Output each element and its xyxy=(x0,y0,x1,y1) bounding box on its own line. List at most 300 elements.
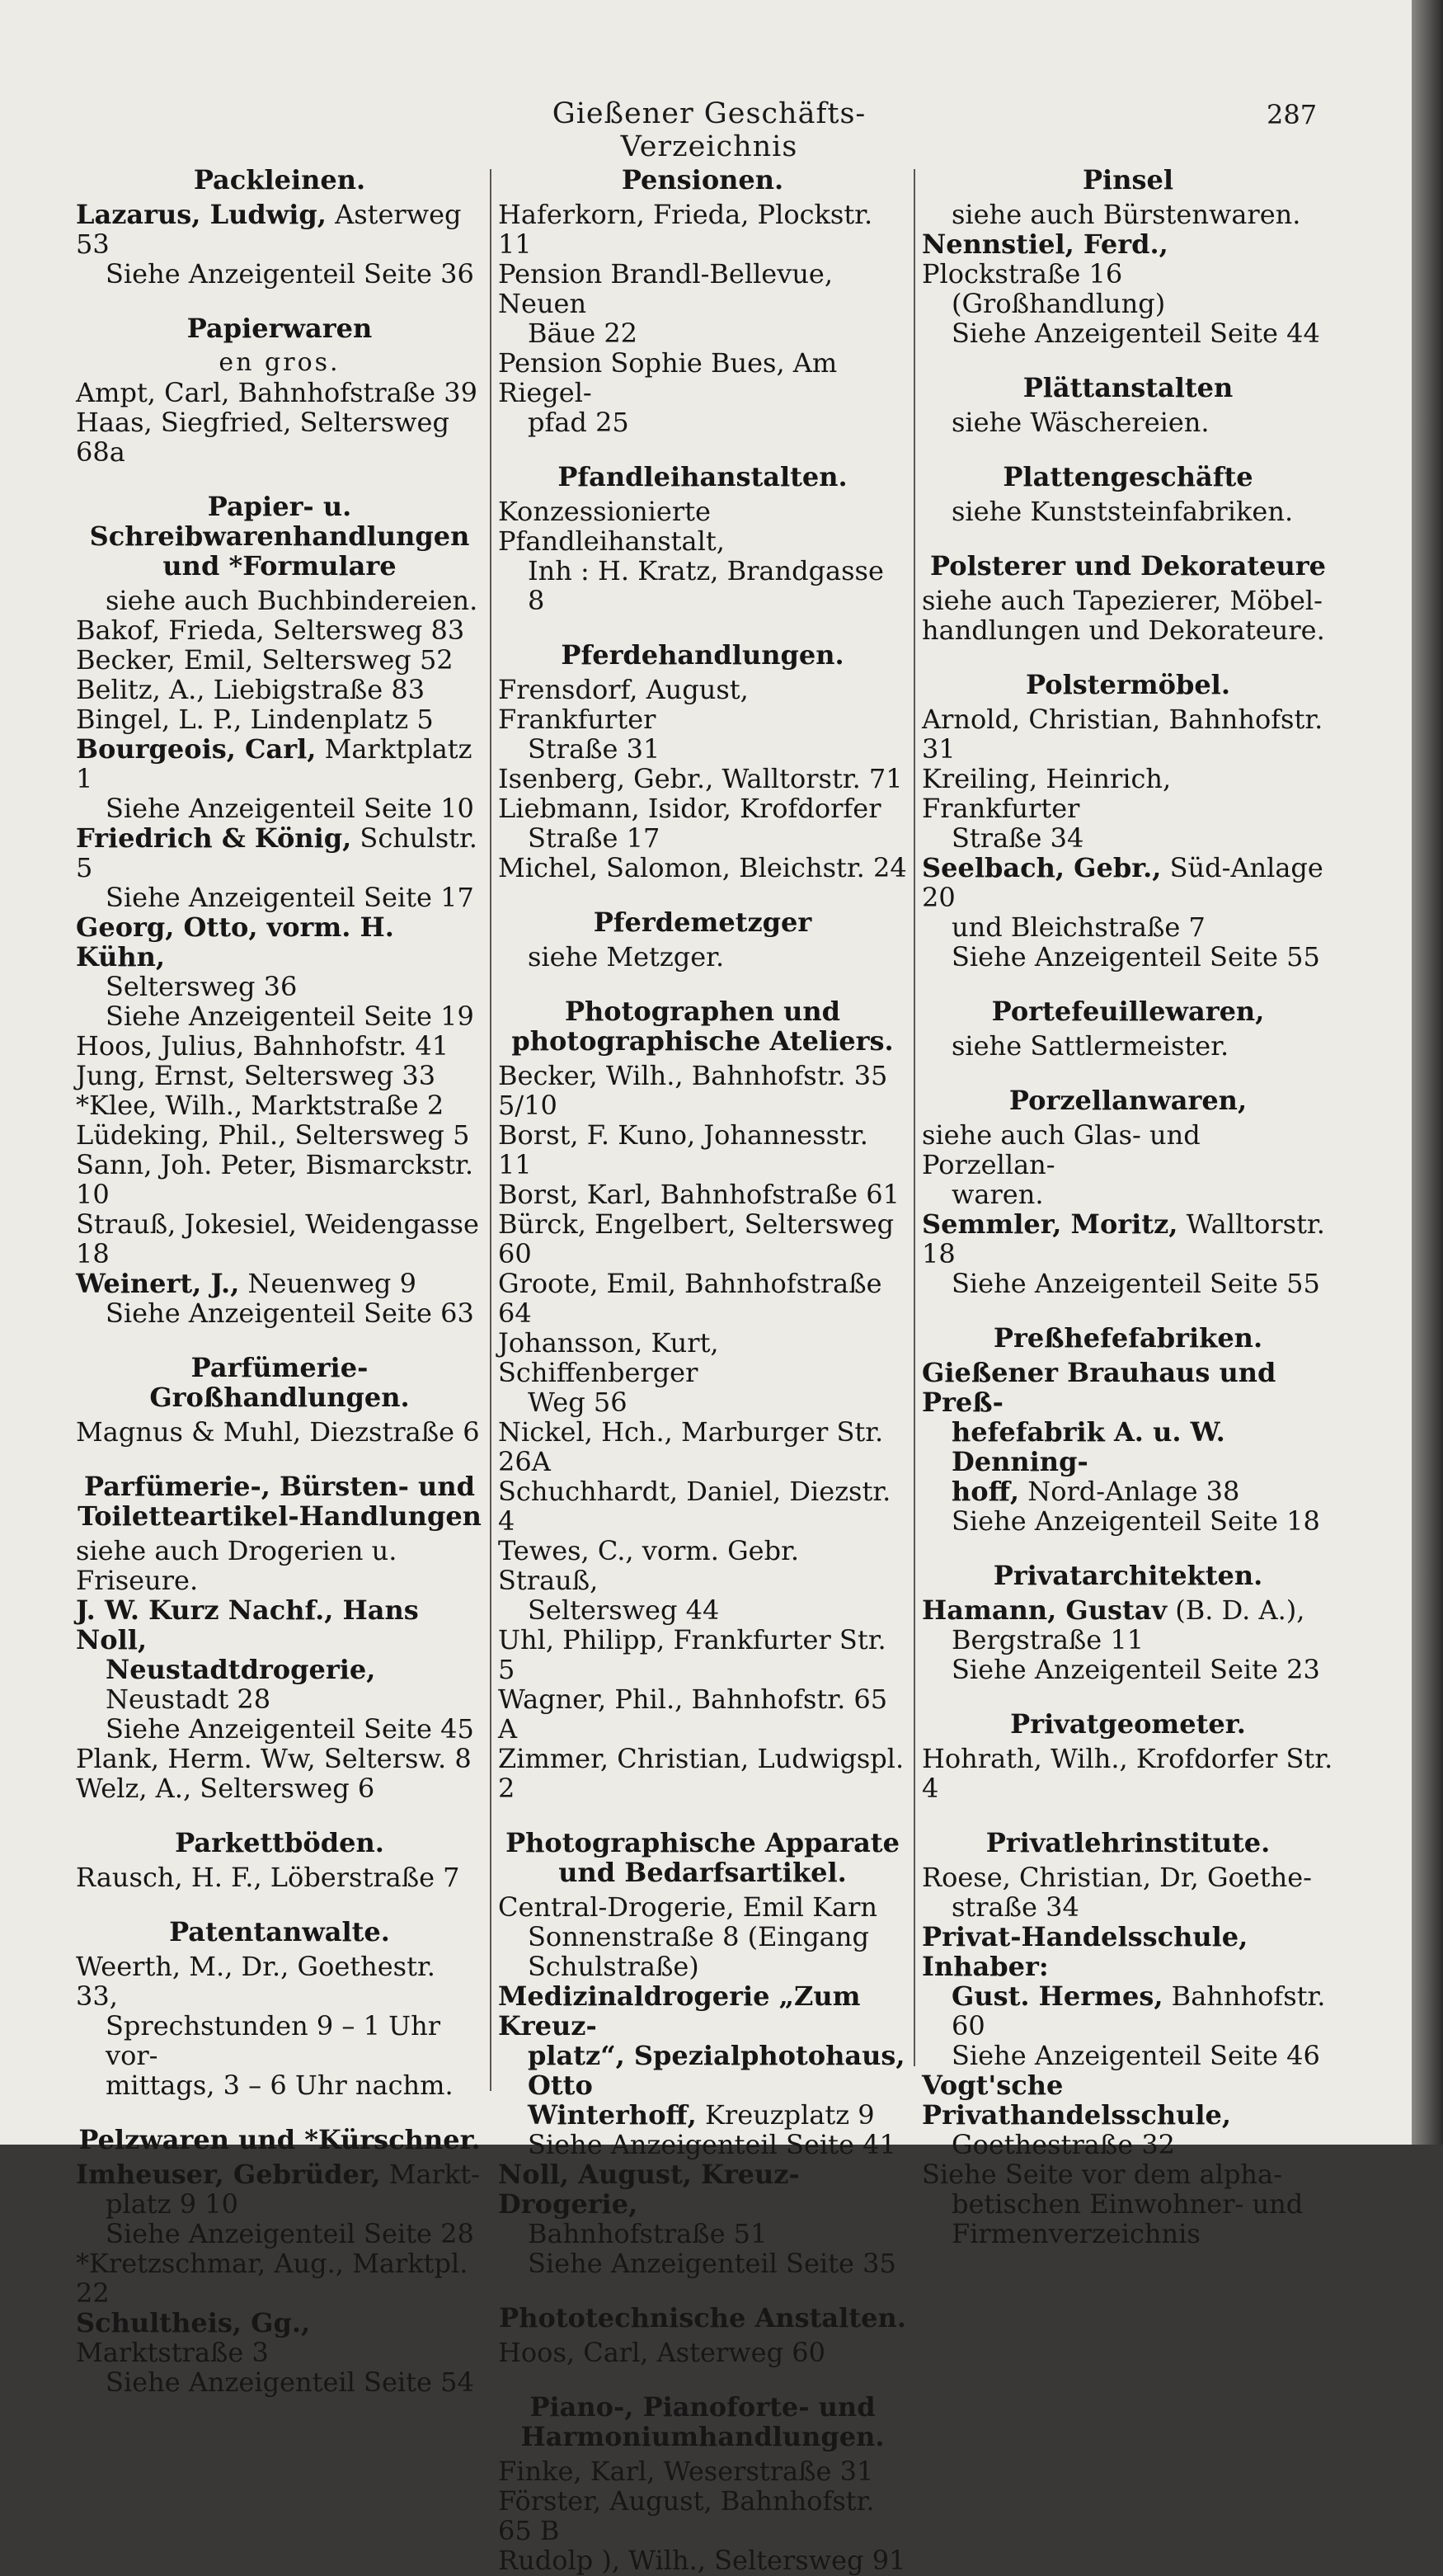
section-heading: Patentanwalte. xyxy=(169,1916,390,1947)
directory-entry xyxy=(498,1061,907,1120)
directory-entry xyxy=(498,2041,907,2100)
entry-text: Bahnhofstraße 51 xyxy=(528,2218,768,2249)
directory-entry xyxy=(498,942,907,972)
directory-entry xyxy=(76,912,483,972)
entry-text: siehe Wäschereien. xyxy=(952,407,1210,438)
section-heading: Packleinen. xyxy=(193,164,366,195)
entry-name: Friedrich & König, xyxy=(76,822,352,854)
entry-text: Zimmer, Christian, Ludwigspl. 2 xyxy=(498,1743,905,1804)
directory-entry xyxy=(76,734,483,794)
entry-name: Seelbach, Gebr., xyxy=(922,852,1162,883)
section-pinsel xyxy=(922,165,1334,348)
directory-entry xyxy=(498,2456,907,2486)
section-plaett xyxy=(922,373,1334,437)
column-3 xyxy=(922,164,1334,2249)
directory-entry xyxy=(76,1417,483,1447)
entry-text: handlungen und Dekorateure. xyxy=(922,615,1325,646)
directory-entry xyxy=(76,1863,483,1892)
directory-entry xyxy=(76,1714,483,1744)
entry-text: Siehe Anzeigenteil Seite 28 xyxy=(106,2218,474,2249)
directory-entry xyxy=(498,2338,907,2367)
directory-entry xyxy=(76,2011,483,2070)
section-heading: Phototechnische Anstalten. xyxy=(499,2302,906,2333)
section-platten xyxy=(922,462,1334,526)
entry-text: Lüdeking, Phil., Seltersweg 5 xyxy=(76,1119,470,1151)
section-presshefe xyxy=(922,1323,1334,1536)
entry-text: siehe auch Bürstenwaren. xyxy=(952,199,1301,230)
section-portefeuille xyxy=(922,996,1334,1061)
directory-entry xyxy=(922,1269,1334,1298)
column-1 xyxy=(76,164,483,2398)
section-heading: Polsterer und Dekorateure xyxy=(930,550,1326,582)
entry-text: betischen Einwohner- und xyxy=(952,2188,1304,2220)
directory-entry xyxy=(76,200,483,259)
directory-entry xyxy=(922,289,1334,318)
section-piano xyxy=(498,2392,907,2575)
column-2 xyxy=(498,164,907,2576)
directory-entry xyxy=(76,1655,483,1714)
entry-text: Siehe Anzeigenteil Seite 41 xyxy=(528,2129,896,2160)
section-heading: Polstermöbel. xyxy=(1026,669,1230,700)
directory-entry xyxy=(922,615,1334,645)
entry-text: siehe auch Glas- und Porzellan- xyxy=(922,1119,1201,1180)
directory-entry xyxy=(498,2486,907,2545)
entry-text: siehe auch Tapezierer, Möbel- xyxy=(922,585,1323,616)
entry-text: Siehe Anzeigenteil Seite 63 xyxy=(106,1297,474,1329)
entry-text: (Großhandlung) xyxy=(952,288,1166,319)
directory-entry xyxy=(922,912,1334,942)
directory-entry xyxy=(76,259,483,289)
entry-name: Noll, August, Kreuz-Drogerie, xyxy=(498,2159,800,2220)
directory-entry xyxy=(76,675,483,704)
directory-entry xyxy=(922,2070,1334,2130)
entry-text: Siehe Seite vor dem alpha- xyxy=(922,2159,1282,2190)
entry-name: Bourgeois, Carl, xyxy=(76,733,317,765)
entry-text: Siehe Anzeigenteil Seite 55 xyxy=(952,1268,1320,1299)
directory-entry xyxy=(922,853,1334,912)
directory-entry xyxy=(922,764,1334,823)
section-polsterer xyxy=(922,551,1334,645)
directory-entry xyxy=(498,497,907,556)
section-heading: Privatgeometer. xyxy=(1010,1708,1246,1740)
directory-entry xyxy=(76,2159,483,2189)
entry-text: straße 34 xyxy=(952,1891,1079,1923)
directory-entry xyxy=(498,734,907,764)
entry-text: Siehe Anzeigenteil Seite 35 xyxy=(528,2248,896,2279)
entry-text: Weerth, M., Dr., Goethestr. 33, xyxy=(76,1951,435,2012)
section-photo-apparate xyxy=(498,1828,907,2278)
entry-text: Siehe Anzeigenteil Seite 23 xyxy=(952,1654,1320,1685)
directory-entry xyxy=(922,1180,1334,1209)
entry-name: Georg, Otto, vorm. H. Kühn, xyxy=(76,911,394,972)
directory-entry xyxy=(922,1031,1334,1061)
directory-entry xyxy=(76,794,483,823)
section-pferdemetzger xyxy=(498,907,907,972)
section-heading: Papier- u. Schreibwarenhandlungen und *Formulare xyxy=(89,491,470,582)
directory-entry xyxy=(76,1744,483,1773)
section-parfuemerie-gross xyxy=(76,1353,483,1447)
entry-name: Nennstiel, Ferd., xyxy=(922,228,1168,260)
entry-text: Schulstr. 5 xyxy=(76,822,477,883)
directory-entry xyxy=(498,2219,907,2249)
entry-text: Jung, Ernst, Seltersweg 33 xyxy=(76,1060,436,1091)
directory-entry xyxy=(498,407,907,437)
entry-text: Siehe Anzeigenteil Seite 54 xyxy=(106,2366,474,2398)
directory-entry xyxy=(76,2367,483,2397)
entry-text: Hohrath, Wilh., Krofdorfer Str. 4 xyxy=(922,1743,1333,1804)
section-heading: Preßhefefabriken. xyxy=(993,1322,1263,1354)
entry-name: Semmler, Moritz, xyxy=(922,1208,1178,1240)
directory-entry xyxy=(922,823,1334,853)
section-heading: Pinsel xyxy=(1082,164,1173,195)
entry-text: Bakof, Frieda, Seltersweg 83 xyxy=(76,615,465,646)
entry-text: Bergstraße 11 xyxy=(952,1624,1145,1655)
entry-text: Straße 34 xyxy=(952,822,1084,854)
directory-entry xyxy=(498,1536,907,1595)
directory-entry xyxy=(922,1417,1334,1476)
section-privatgeometer xyxy=(922,1709,1334,1803)
directory-entry xyxy=(498,1120,907,1180)
directory-entry xyxy=(922,2219,1334,2249)
entry-text: Johansson, Kurt, Schiffenberger xyxy=(498,1327,719,1388)
entry-text: siehe auch Drogerien u. Friseure. xyxy=(76,1535,397,1596)
directory-entry xyxy=(76,645,483,675)
entry-text: Schulstraße) xyxy=(528,1951,699,1982)
entry-text: Kreiling, Heinrich, Frankfurter xyxy=(922,763,1172,824)
entry-text: Seltersweg 36 xyxy=(106,971,298,1002)
directory-entry xyxy=(498,1417,907,1476)
directory-entry xyxy=(498,1595,907,1625)
directory-entry xyxy=(922,2130,1334,2159)
entry-name: Schultheis, Gg., xyxy=(76,2307,311,2338)
entry-text: Siehe Anzeigenteil Seite 18 xyxy=(952,1505,1320,1537)
directory-entry xyxy=(498,1269,907,1328)
directory-entry xyxy=(76,615,483,645)
section-heading: Pfandleihanstalten. xyxy=(557,461,848,492)
entry-text: Pension Sophie Bues, Am Riegel- xyxy=(498,347,838,408)
directory-entry xyxy=(76,1031,483,1061)
directory-entry xyxy=(76,1061,483,1090)
directory-entry xyxy=(498,348,907,407)
entry-text: Belitz, A., Liebigstraße 83 xyxy=(76,674,425,705)
section-patent xyxy=(76,1917,483,2100)
directory-entry xyxy=(76,2070,483,2100)
directory-entry xyxy=(498,2249,907,2278)
entry-text: Sprechstunden 9 – 1 Uhr vor- xyxy=(106,2010,440,2071)
directory-entry xyxy=(498,259,907,318)
section-pelz xyxy=(76,2125,483,2397)
section-heading: Parfümerie-, Bürsten- und Toiletteartikel-Handlungen xyxy=(78,1471,482,1532)
entry-text: Walltorstr. 18 xyxy=(922,1208,1325,1269)
directory-entry xyxy=(922,1595,1334,1625)
directory-entry xyxy=(922,407,1334,437)
directory-entry xyxy=(498,1328,907,1387)
directory-entry xyxy=(498,556,907,615)
entry-text: Kreuzplatz 9 xyxy=(696,2099,875,2131)
directory-entry xyxy=(922,1981,1334,2041)
section-pensionen xyxy=(498,165,907,437)
entry-name: Lazarus, Ludwig, xyxy=(76,199,327,230)
directory-entry xyxy=(76,823,483,883)
section-heading: Parkettböden. xyxy=(175,1827,384,1858)
entry-text: Welz, A., Seltersweg 6 xyxy=(76,1773,375,1804)
entry-text: Rudolp ), Wilh., Seltersweg 91 xyxy=(498,2545,906,2576)
directory-entry xyxy=(922,1209,1334,1269)
entry-text: und Bleichstraße 7 xyxy=(952,911,1206,943)
entry-text: Siehe Anzeigenteil Seite 46 xyxy=(952,2040,1320,2071)
entry-text: Bingel, L. P., Lindenplatz 5 xyxy=(76,704,434,735)
entry-text: Sonnenstraße 8 (Eingang xyxy=(528,1921,869,1952)
section-heading: Plattengeschäfte xyxy=(1003,461,1253,492)
entry-text: Haas, Siegfried, Seltersweg 68a xyxy=(76,407,449,468)
entry-text: (B. D. A.), xyxy=(1167,1594,1305,1626)
entry-text: Borst, Karl, Bahnhofstraße 61 xyxy=(498,1179,900,1210)
section-papier-schreib xyxy=(76,492,483,1328)
entry-text: waren. xyxy=(952,1179,1044,1210)
entry-text: Neuenweg 9 xyxy=(239,1268,416,1299)
section-heading: Privatlehrinstitute. xyxy=(985,1827,1271,1858)
entry-text: Becker, Wilh., Bahnhofstr. 35 5/10 xyxy=(498,1060,888,1121)
directory-entry xyxy=(922,2041,1334,2070)
entry-text: Plank, Herm. Ww, Seltersw. 8 xyxy=(76,1743,472,1774)
directory-entry xyxy=(498,2159,907,2219)
directory-entry xyxy=(76,1090,483,1120)
entry-text: Isenberg, Gebr., Walltorstr. 71 xyxy=(498,763,903,794)
directory-entry xyxy=(76,1150,483,1209)
section-heading: Plättanstalten xyxy=(1022,372,1234,403)
directory-entry xyxy=(76,1120,483,1150)
entry-text: Frensdorf, August, Frankfurter xyxy=(498,674,749,735)
entry-text: Rausch, H. F., Löberstraße 7 xyxy=(76,1862,460,1893)
entry-text: Wagner, Phil., Bahnhofstr. 65 A xyxy=(498,1684,888,1745)
entry-text: siehe Kunststeinfabriken. xyxy=(952,496,1294,527)
directory-entry xyxy=(498,318,907,348)
entry-text: Liebmann, Isidor, Krofdorfer xyxy=(498,793,881,824)
section-privatlehr xyxy=(922,1828,1334,2249)
entry-name: Hamann, Gustav xyxy=(922,1594,1168,1626)
directory-entry xyxy=(76,704,483,734)
entry-text: Bäue 22 xyxy=(528,318,638,349)
entry-text: Siehe Anzeigenteil Seite 17 xyxy=(106,882,474,913)
entry-name: Gießener Brauhaus und Preß- xyxy=(922,1357,1276,1418)
section-porzellan xyxy=(922,1085,1334,1298)
entry-text: siehe Metzger. xyxy=(528,941,725,972)
directory-entry xyxy=(76,407,483,467)
entry-text: Borst, F. Kuno, Johannesstr. 11 xyxy=(498,1119,868,1180)
entry-text: Roese, Christian, Dr, Goethe- xyxy=(922,1862,1312,1893)
section-heading: Pensionen. xyxy=(621,164,784,195)
section-heading: Pferdehandlungen. xyxy=(561,639,844,671)
entry-text: Arnold, Christian, Bahnhofstr. 31 xyxy=(922,704,1323,765)
entry-text: Hoos, Julius, Bahnhofstr. 41 xyxy=(76,1030,449,1062)
entry-text: Seltersweg 44 xyxy=(528,1594,720,1626)
entry-text: Uhl, Philipp, Frankfurter Str. 5 xyxy=(498,1624,886,1685)
entry-text: Konzessionierte Pfandleihanstalt, xyxy=(498,496,725,557)
entry-name: Medizinaldrogerie „Zum Kreuz- xyxy=(498,1980,861,2041)
entry-text: Siehe Anzeigenteil Seite 36 xyxy=(106,258,474,290)
directory-entry xyxy=(76,2249,483,2308)
entry-text: Firmenverzeichnis xyxy=(952,2218,1201,2249)
directory-entry xyxy=(498,1684,907,1744)
entry-text: Asterweg 53 xyxy=(76,199,462,260)
directory-entry xyxy=(76,1001,483,1031)
section-papierwaren xyxy=(76,313,483,467)
directory-entry xyxy=(76,378,483,407)
directory-entry xyxy=(922,2159,1334,2189)
section-heading: Papierwaren xyxy=(186,313,373,344)
entry-text: Weg 56 xyxy=(528,1387,627,1418)
directory-entry xyxy=(922,229,1334,289)
entry-name: Weinert, J., xyxy=(76,1268,240,1299)
section-heading: Parfümerie-Großhandlungen. xyxy=(149,1352,410,1413)
entry-text: *Klee, Wilh., Marktstraße 2 xyxy=(76,1090,444,1121)
entry-text: siehe Sattlermeister. xyxy=(952,1030,1229,1062)
directory-entry xyxy=(922,1358,1334,1417)
entry-name: Privat-Handelsschule, Inhaber: xyxy=(922,1921,1248,1982)
entry-text: Siehe Anzeigenteil Seite 44 xyxy=(952,318,1320,349)
section-heading: Photographen und photographische Ateliers. xyxy=(511,996,894,1057)
entry-text: Nord-Anlage 38 xyxy=(1019,1476,1240,1507)
entry-text: Groote, Emil, Bahnhofstraße 64 xyxy=(498,1268,882,1329)
directory-entry xyxy=(498,675,907,734)
entry-name: Winterhoff, xyxy=(528,2099,697,2131)
directory-entry xyxy=(922,318,1334,348)
entry-text: mittags, 3 – 6 Uhr nachm. xyxy=(106,2070,454,2101)
directory-entry xyxy=(922,1922,1334,1981)
directory-entry xyxy=(498,1209,907,1269)
section-photographen xyxy=(498,996,907,1803)
entry-text: Haferkorn, Frieda, Plockstr. 11 xyxy=(498,199,873,260)
directory-entry xyxy=(76,1952,483,2011)
directory-entry xyxy=(76,972,483,1001)
directory-entry xyxy=(498,1476,907,1536)
column-rule-1 xyxy=(490,169,491,2091)
book-spine-shadow xyxy=(1412,0,1443,2145)
entry-text: Michel, Salomon, Bleichstr. 24 xyxy=(498,852,907,883)
section-heading: Piano-, Pianoforte- und Harmoniumhandlungen. xyxy=(520,2391,885,2452)
entry-text: Hoos, Carl, Asterweg 60 xyxy=(498,2337,825,2368)
section-heading: Photographische Apparate und Bedarfsartikel. xyxy=(505,1827,900,1888)
directory-entry xyxy=(498,1922,907,1952)
directory-entry xyxy=(498,1981,907,2041)
section-heading: Pferdemetzger xyxy=(593,907,812,938)
directory-entry xyxy=(498,794,907,823)
section-pfandleih xyxy=(498,462,907,615)
entry-text: Strauß, Jokesiel, Weidengasse 18 xyxy=(76,1208,479,1269)
directory-entry xyxy=(922,942,1334,972)
section-privatarchitekten xyxy=(922,1561,1334,1684)
entry-text: Pension Brandl-Bellevue, Neuen xyxy=(498,258,834,319)
directory-entry xyxy=(498,1180,907,1209)
directory-entry xyxy=(76,1269,483,1298)
entry-text: Bürck, Engelbert, Seltersweg 60 xyxy=(498,1208,895,1269)
entry-text: Marktstraße 3 xyxy=(76,2337,269,2368)
column-rule-2 xyxy=(914,169,915,2066)
entry-text: Straße 17 xyxy=(528,822,660,854)
directory-entry xyxy=(76,1298,483,1328)
directory-entry xyxy=(922,1863,1334,1892)
entry-text: Tewes, C., vorm. Gebr. Strauß, xyxy=(498,1535,800,1596)
entry-text: Bahnhofstr. 60 xyxy=(952,1980,1326,2041)
directory-entry xyxy=(922,1655,1334,1684)
entry-text: Ampt, Carl, Bahnhofstraße 39 xyxy=(76,377,477,408)
section-heading: Pelzwaren und *Kürschner. xyxy=(78,2124,481,2155)
directory-entry xyxy=(498,1744,907,1803)
entry-name: Gust. Hermes, xyxy=(952,1980,1163,2012)
directory-entry xyxy=(498,2100,907,2130)
directory-entry xyxy=(498,1387,907,1417)
entry-text: Inh : H. Kratz, Brandgasse 8 xyxy=(528,555,884,616)
directory-entry xyxy=(76,2219,483,2249)
entry-text: Siehe Anzeigenteil Seite 19 xyxy=(106,1001,474,1032)
directory-entry xyxy=(76,586,483,615)
directory-entry xyxy=(498,1952,907,1981)
entry-text: Finke, Karl, Weserstraße 31 xyxy=(498,2456,874,2487)
directory-entry xyxy=(76,2308,483,2367)
entry-text: Sann, Joh. Peter, Bismarckstr. 10 xyxy=(76,1149,473,1210)
section-parkett xyxy=(76,1828,483,1892)
entry-text: Becker, Emil, Seltersweg 52 xyxy=(76,644,454,676)
section-polstermoebel xyxy=(922,670,1334,972)
entry-text: Nickel, Hch., Marburger Str. 26A xyxy=(498,1416,884,1477)
section-heading: Privatarchitekten. xyxy=(993,1560,1263,1591)
directory-entry xyxy=(922,1625,1334,1655)
section-heading: Porzellanwaren, xyxy=(1008,1085,1248,1116)
entry-text: Goethestraße 32 xyxy=(952,2129,1176,2160)
entry-text: platz 9 10 xyxy=(106,2188,238,2220)
directory-entry xyxy=(76,1773,483,1803)
section-packleinen xyxy=(76,165,483,289)
entry-name: Imheuser, Gebrüder, xyxy=(76,2159,381,2190)
directory-entry xyxy=(922,704,1334,764)
entry-text: Siehe Anzeigenteil Seite 45 xyxy=(106,1713,474,1745)
directory-entry xyxy=(498,1625,907,1684)
directory-entry xyxy=(922,200,1334,229)
entry-text: Süd-Anlage 20 xyxy=(922,852,1323,913)
entry-text: pfad 25 xyxy=(528,407,629,438)
entry-text: Magnus & Muhl, Diezstraße 6 xyxy=(76,1416,480,1448)
entry-text: Straße 31 xyxy=(528,733,660,765)
directory-entry xyxy=(76,1536,483,1595)
entry-text: Förster, August, Bahnhofstr. 65 B xyxy=(498,2485,875,2546)
directory-entry xyxy=(76,2189,483,2219)
directory-entry xyxy=(76,1209,483,1269)
page-number: 287 xyxy=(1267,99,1318,130)
directory-entry xyxy=(498,764,907,794)
section-phototechnische xyxy=(498,2303,907,2367)
directory-entry xyxy=(498,2545,907,2575)
section-parfuemerie-buersten xyxy=(76,1472,483,1803)
directory-entry xyxy=(922,1476,1334,1506)
directory-entry xyxy=(498,1892,907,1922)
running-header: Gießener Geschäfts-Verzeichnis xyxy=(552,97,867,163)
entry-name: hoff, xyxy=(952,1476,1020,1507)
entry-text: Siehe Anzeigenteil Seite 10 xyxy=(106,793,474,824)
directory-entry xyxy=(922,1120,1334,1180)
entry-name: Vogt'sche Privathandelsschule, xyxy=(922,2070,1232,2131)
directory-entry xyxy=(76,1595,483,1655)
entry-text: siehe auch Buchbindereien. xyxy=(106,585,478,616)
entry-name: hefefabrik A. u. W. Denning- xyxy=(952,1416,1225,1477)
directory-entry xyxy=(922,1744,1334,1803)
directory-entry xyxy=(922,1506,1334,1536)
directory-entry xyxy=(922,1892,1334,1922)
entry-text: Plockstraße 16 xyxy=(922,258,1123,290)
directory-entry xyxy=(498,853,907,883)
section-subtitle: en gros. xyxy=(219,348,341,377)
directory-entry xyxy=(922,586,1334,615)
entry-text: Markt- xyxy=(380,2159,480,2190)
